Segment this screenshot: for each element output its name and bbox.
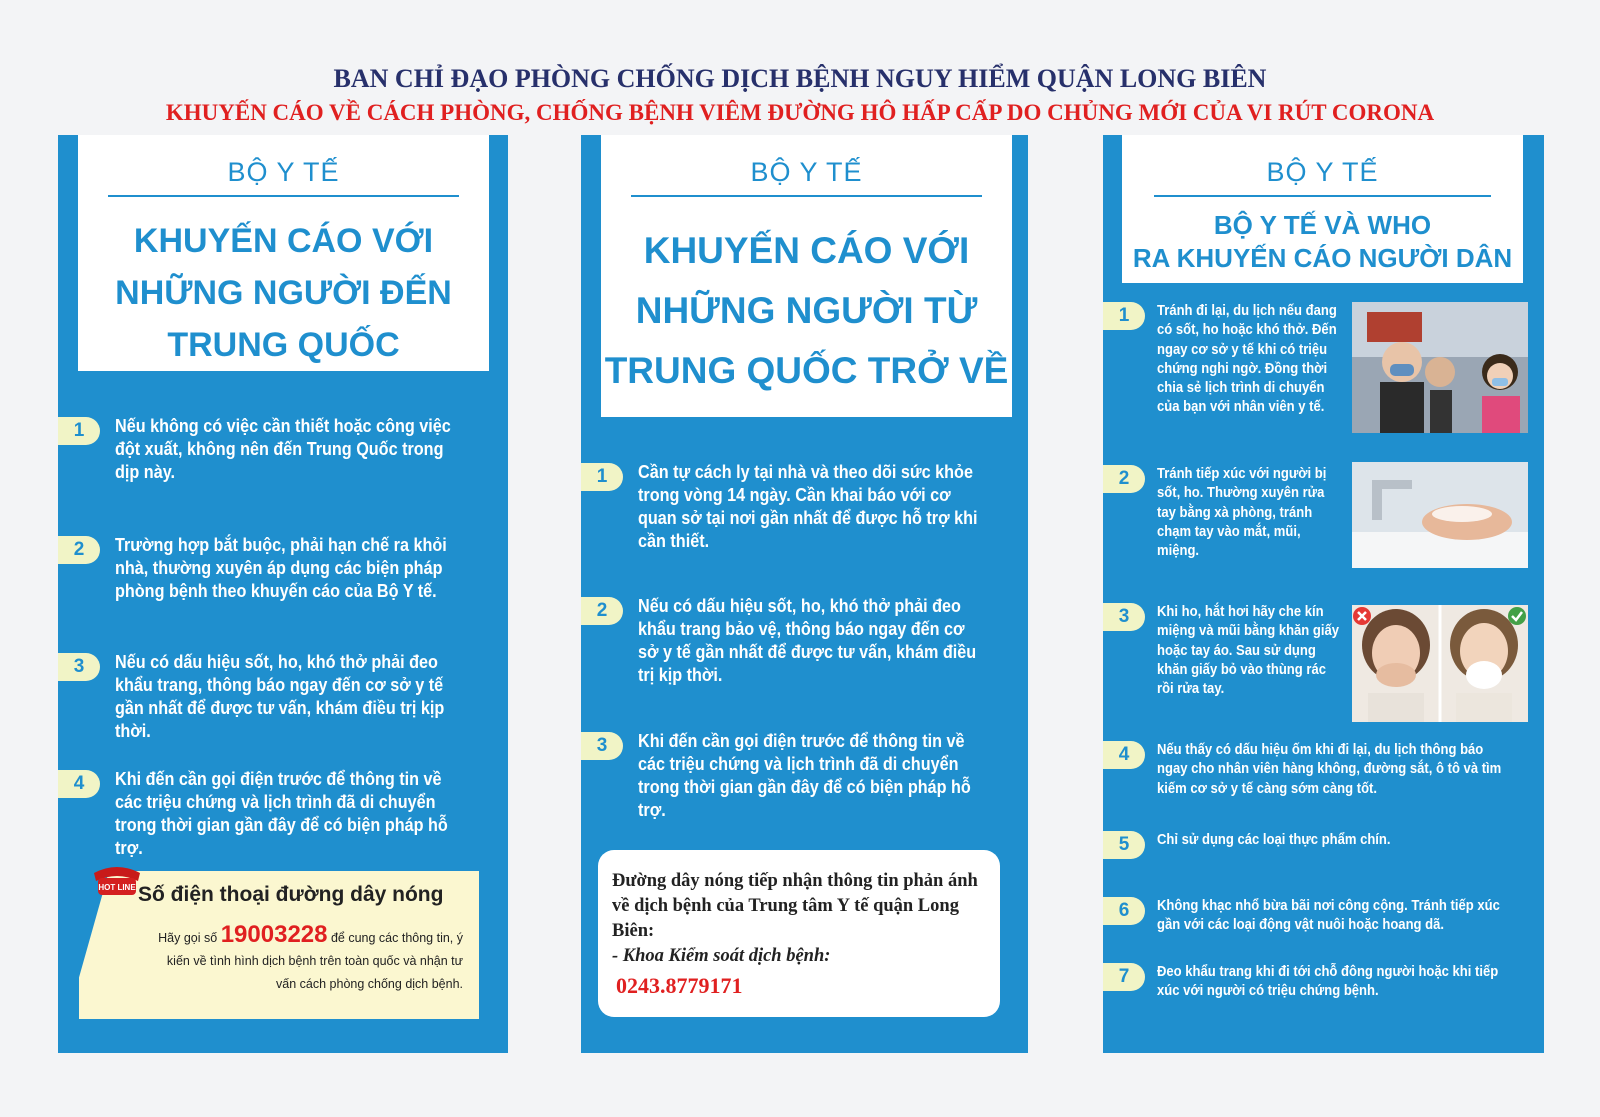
item-number: 4 bbox=[58, 770, 100, 798]
hotline-text-after: để cung các thông tin, ý kiến về tình hình dịch bệnh trên toàn quốc và nhận tư vấn cách phòng chống dịch bệnh. bbox=[166, 931, 463, 991]
panel-to-china bbox=[58, 135, 508, 1053]
item-text: Khi đến cần gọi điện trước để thông tin về các triệu chứng và lịch trình đã di chuyển trong thời gian gần đây để có biện pháp hỗ trợ. bbox=[115, 769, 448, 858]
item-text: Cần tự cách ly tại nhà và theo dõi sức khỏe trong vòng 14 ngày. Cần khai báo với cơ quan sở tại nơi gần nhất để được hỗ trợ khi cần thiết. bbox=[638, 462, 978, 551]
item-number: 3 bbox=[581, 732, 623, 760]
item-text: Khi ho, hắt hơi hãy che kín miệng và mũi bằng khăn giấy hoặc tay áo. Sau sử dụng khăn giấy bỏ vào thùng rác rồi rửa tay. bbox=[1157, 604, 1340, 698]
panel-1-title bbox=[78, 215, 489, 371]
header-line-2: KHUYẾN CÁO VỀ CÁCH PHÒNG, CHỐNG BỆNH VIÊM ĐƯỜNG HÔ HẤP CẤP DO CHỦNG MỚI CỦA VI RÚT CORONA bbox=[165, 100, 1435, 125]
item-number: 6 bbox=[1103, 897, 1145, 925]
divider bbox=[631, 195, 982, 197]
title-line: NHỮNG NGƯỜI TỪ bbox=[635, 290, 978, 331]
hotline-title: Số điện thoại đường dây nóng bbox=[138, 883, 444, 906]
local-hotline-desc: Đường dây nóng tiếp nhận thông tin phản ánh về dịch bệnh của Trung tâm Y tế quận Long Biên: bbox=[612, 871, 978, 941]
handwashing-photo bbox=[1352, 462, 1528, 568]
panel-3-title bbox=[1122, 209, 1523, 275]
hotline-text-before: Hãy gọi số bbox=[158, 931, 218, 945]
panel-2-subtitle: BỘ Y TẾ bbox=[750, 157, 863, 187]
item-text: Nếu thấy có dấu hiệu ốm khi đi lại, du lịch thông báo ngay cho nhân viên hàng không, đường sắt, ô tô và tìm kiếm cơ sở y tế càng sớm càng tốt. bbox=[1157, 742, 1502, 797]
item-number: 2 bbox=[581, 597, 623, 625]
local-hotline-dept: - Khoa Kiểm soát dịch bệnh: bbox=[612, 946, 831, 966]
item-text: Đeo khẩu trang khi đi tới chỗ đông người hoặc khi tiếp xúc với người có triệu chứng bệnh. bbox=[1157, 964, 1499, 1000]
title-line: BỘ Y TẾ VÀ WHO bbox=[1213, 210, 1432, 240]
item-number: 2 bbox=[58, 536, 100, 564]
title-line: TRUNG QUỐC TRỞ VỀ bbox=[604, 350, 1009, 391]
item-number: 1 bbox=[1103, 302, 1145, 330]
item-text: Tránh tiếp xúc với người bị sốt, ho. Thường xuyên rửa tay bằng xà phòng, tránh chạm tay vào mắt, mũi, miệng. bbox=[1157, 466, 1327, 560]
panel-1-title-box bbox=[78, 135, 489, 371]
hotline-text bbox=[158, 923, 463, 996]
local-hotline-text bbox=[612, 869, 987, 1001]
panel-2-title-box bbox=[601, 135, 1012, 417]
item-text: Chỉ sử dụng các loại thực phẩm chín. bbox=[1157, 832, 1391, 848]
item-number: 3 bbox=[1103, 603, 1145, 631]
panel-2-title bbox=[601, 221, 1012, 401]
divider bbox=[108, 195, 459, 197]
item-number: 7 bbox=[1103, 963, 1145, 991]
item-text: Nếu có dấu hiệu sốt, ho, khó thở phải đeo khẩu trang bảo vệ, thông báo ngay đến cơ sở y tế gần nhất để được tư vấn, khám điều trị kịp thời. bbox=[638, 596, 977, 685]
panel-who bbox=[1103, 135, 1544, 1053]
hotline-badge-text: HOT LINE bbox=[98, 883, 136, 892]
hotline-number: 19003228 bbox=[220, 921, 328, 948]
item-number: 2 bbox=[1103, 465, 1145, 493]
local-hotline-number: 0243.8779171 bbox=[616, 973, 743, 998]
cough-etiquette-photo bbox=[1352, 605, 1528, 722]
item-text: Khi đến cần gọi điện trước để thông tin về các triệu chứng và lịch trình đã di chuyển trong thời gian gần đây để có biện pháp hỗ trợ. bbox=[638, 731, 971, 820]
item-number: 1 bbox=[581, 463, 623, 491]
panel-1-subtitle: BỘ Y TẾ bbox=[227, 157, 340, 187]
item-text: Trường hợp bắt buộc, phải hạn chế ra khỏi nhà, thường xuyên áp dụng các biện pháp phòng bệnh theo khuyến cáo của Bộ Y tế. bbox=[115, 535, 447, 601]
title-line: TRUNG QUỐC bbox=[167, 326, 400, 364]
item-number: 4 bbox=[1103, 741, 1145, 769]
title-line: NHỮNG NGƯỜI ĐẾN bbox=[115, 274, 452, 312]
item-text: Tránh đi lại, du lịch nếu đang có sốt, ho hoặc khó thở. Đến ngay cơ sở y tế khi có triệu chứng nghi ngờ. Đồng thời chia sẻ lịch trình di chuyển của bạn với nhân viên y tế. bbox=[1157, 303, 1337, 416]
title-line: RA KHUYẾN CÁO NGƯỜI DÂN bbox=[1132, 243, 1513, 273]
panel-from-china bbox=[581, 135, 1028, 1053]
panel-3-title-box bbox=[1122, 135, 1523, 283]
divider bbox=[1154, 195, 1491, 197]
item-text: Không khạc nhổ bừa bãi nơi công cộng. Tránh tiếp xúc gần với các loại động vật nuôi hoặc hoang dã. bbox=[1157, 898, 1500, 934]
title-line: KHUYẾN CÁO VỚI bbox=[643, 230, 970, 271]
header-line-1: BAN CHỈ ĐẠO PHÒNG CHỐNG DỊCH BỆNH NGUY HIỂM QUẬN LONG BIÊN bbox=[333, 64, 1267, 93]
item-text: Nếu có dấu hiệu sốt, ho, khó thở phải đeo khẩu trang, thông báo ngay đến cơ sở y tế gần nhất để được tư vấn, khám điều trị kịp thời. bbox=[115, 652, 445, 741]
item-number: 5 bbox=[1103, 831, 1145, 859]
item-number: 1 bbox=[58, 417, 100, 445]
item-text: Nếu không có việc cần thiết hoặc công việc đột xuất, không nên đến Trung Quốc trong dịp này. bbox=[115, 416, 451, 482]
travelers-masks-photo bbox=[1352, 302, 1528, 433]
panel-3-subtitle: BỘ Y TẾ bbox=[1266, 157, 1379, 187]
item-number: 3 bbox=[58, 653, 100, 681]
title-line: KHUYẾN CÁO VỚI bbox=[133, 222, 434, 260]
